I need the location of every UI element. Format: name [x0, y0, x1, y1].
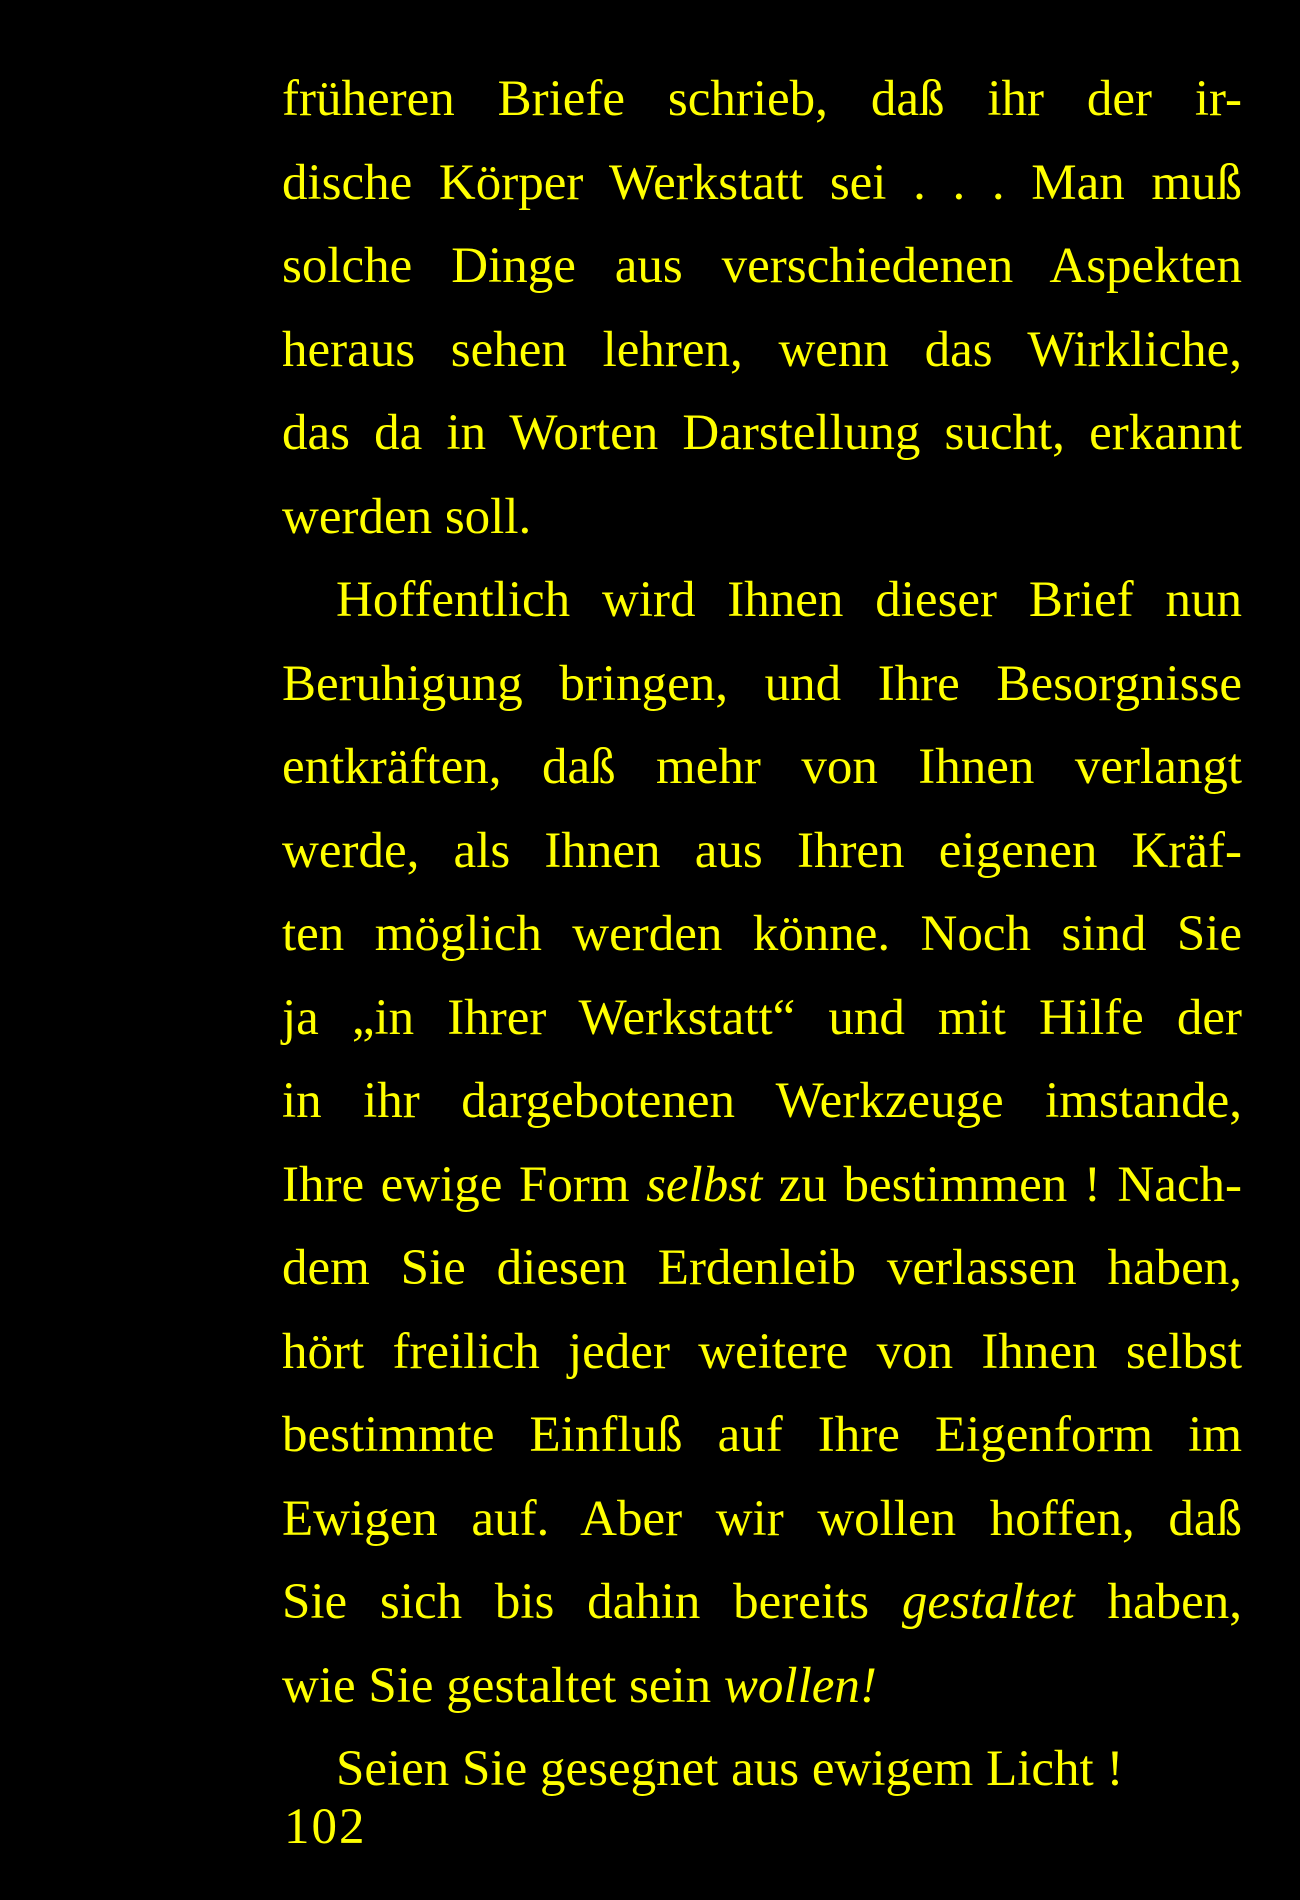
- text-line: in ihr dargebotenen Werkzeuge imstande,: [282, 1073, 1242, 1129]
- text-segment: wie Sie gestaltet sein: [282, 1657, 724, 1714]
- text-line: solche Dinge aus verschiedenen Aspekten: [282, 238, 1242, 294]
- text-line: ten möglich werden könne. Noch sind Sie: [282, 906, 1242, 962]
- text-line: dische Körper Werkstatt sei . . . Man muß: [282, 154, 1242, 211]
- closing-line: Seien Sie gesegnet aus ewigem Licht !: [336, 1741, 1124, 1797]
- text-line: werden soll.: [282, 488, 532, 545]
- text-line-with-emphasis: [282, 1144, 1242, 1228]
- text-segment: zu bestimmen ! Nach-: [762, 1156, 1242, 1213]
- text-line: das da in Worten Darstellung sucht, erkannt: [282, 405, 1242, 461]
- body-text: [282, 58, 1242, 1812]
- text-line: heraus sehen lehren, wenn das Wirkliche,: [282, 321, 1242, 378]
- paragraph-start-line: Hoffentlich wird Ihnen dieser Brief nun: [336, 572, 1242, 628]
- text-segment: haben,: [1074, 1574, 1242, 1630]
- text-line: Beruhigung bringen, und Ihre Besorgnisse: [282, 655, 1242, 712]
- text-line-with-emphasis: [282, 1645, 1242, 1729]
- text-line: entkräften, daß mehr von Ihnen verlangt: [282, 739, 1242, 795]
- text-line-with-emphasis: [282, 1561, 1242, 1645]
- text-line: werde, als Ihnen aus Ihren eigenen Kräf-: [282, 822, 1242, 879]
- text-segment: Sie sich bis dahin bereits: [282, 1574, 902, 1630]
- italic-emphasis: gestaltet: [901, 1574, 1075, 1630]
- text-line: dem Sie diesen Erdenleib verlassen haben,: [282, 1240, 1242, 1296]
- text-line: hört freilich jeder weitere von Ihnen selbst: [282, 1323, 1242, 1380]
- text-line: ja „in Ihrer Werkstatt“ und mit Hilfe der: [282, 989, 1242, 1046]
- text-line: Ewigen auf. Aber wir wollen hoffen, daß: [282, 1490, 1242, 1547]
- italic-emphasis: selbst: [646, 1156, 763, 1213]
- italic-emphasis: wollen!: [723, 1657, 877, 1714]
- text-line: bestimmte Einfluß auf Ihre Eigenform im: [282, 1407, 1242, 1463]
- page-number: 102: [284, 1799, 367, 1855]
- text-line: früheren Briefe schrieb, daß ihr der ir-: [282, 71, 1242, 127]
- text-segment: Ihre ewige Form: [282, 1156, 647, 1213]
